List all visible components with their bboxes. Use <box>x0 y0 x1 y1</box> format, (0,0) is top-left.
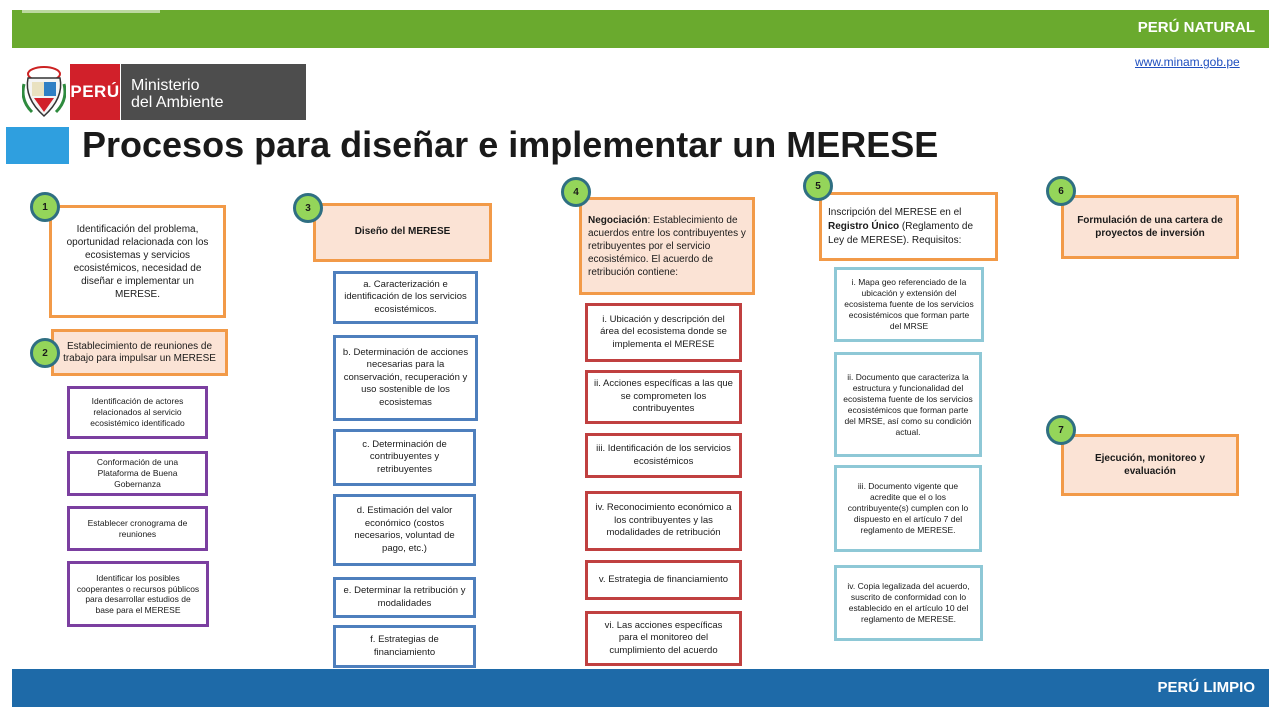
step7-box <box>1061 434 1239 496</box>
step5-sub-iii <box>834 465 982 552</box>
step5-sub-ii <box>834 352 982 457</box>
minam-url-link[interactable]: www.minam.gob.pe <box>1135 55 1240 69</box>
ministry-logo <box>22 63 312 121</box>
step1-number-badge: 1 <box>30 192 60 222</box>
step5-sub-iv-text: iv. Copia legalizada del acuerdo, suscrito de conformidad con lo establecido en el artículo 10 del reglamento de MERESE. <box>847 581 970 624</box>
step3-number-badge: 3 <box>293 193 323 223</box>
step5-text-wrap <box>828 206 989 248</box>
step3-sub-d <box>333 494 476 566</box>
step3-sub-a-text: a. Caracterización e identificación de los servicios ecosistémicos. <box>344 278 467 315</box>
step4-sub-i <box>585 303 742 362</box>
coat-of-arms-icon <box>22 64 66 120</box>
page-title: Procesos para diseñar e implementar un MERESE <box>82 124 939 165</box>
step4-sub-i-text: i. Ubicación y descripción del área del ecosistema donde se implementa el MERESE <box>600 313 727 350</box>
step3-sub-b <box>333 335 478 421</box>
step4-sub-ii <box>585 370 742 424</box>
step5-text-post: (Reglamento de Ley de MERESE). Requisitos: <box>828 220 974 246</box>
step3-sub-f <box>333 625 476 668</box>
step5-sub-ii-text: ii. Documento que caracteriza la estructura y funcionalidad del ecosistema fuente de los servicios ecosistémicos que forman parte del MRSE, así como su condición actual. <box>843 371 973 437</box>
step5-sub-i-text: i. Mapa geo referenciado de la ubicación y extensión del ecosistema fuente de los servicios ecosistémicos que forman parte del MRSE <box>844 277 974 331</box>
step2-sub-1-text: Identificación de actores relacionados al servicio ecosistémico identificado <box>90 396 185 428</box>
step5-sub-iv <box>834 565 983 641</box>
step2-sub-2-text: Conformación de una Plataforma de Buena Gobernanza <box>96 457 179 489</box>
step4-sub-iii-text: iii. Identificación de los servicios ecosistémicos <box>596 443 731 467</box>
step3-sub-e <box>333 577 476 618</box>
step5-box <box>819 192 998 261</box>
step3-box <box>313 203 492 262</box>
ministry-line-2: del Ambiente <box>131 94 224 111</box>
step6-number-badge: 6 <box>1046 176 1076 206</box>
step4-number-badge: 4 <box>561 177 591 207</box>
peru-natural-label: PERÚ NATURAL <box>1137 19 1255 36</box>
step4-text-wrap <box>588 214 746 279</box>
step4-sub-iii <box>585 433 742 478</box>
step4-sub-v-text: v. Estrategia de financiamiento <box>598 573 729 585</box>
step4-sub-v <box>585 560 742 600</box>
step2-sub-4 <box>67 561 209 627</box>
step1-box <box>49 205 226 318</box>
top-banner <box>12 10 1269 48</box>
step2-sub-4-text: Identificar los posibles cooperantes o recursos públicos para desarrollar estudios de base para el MERESE <box>76 573 200 615</box>
step3-sub-c-text: c. Determinación de contribuyentes y retribuyentes <box>362 438 447 475</box>
step4-box <box>579 197 755 295</box>
step4-text: : Establecimiento de acuerdos entre los contribuyentes y retribuyentes por el servicio ecosistémico. El acuerdo de retribución contiene: <box>588 214 746 278</box>
step4-sub-ii-text: ii. Acciones específicas a las que se comprometen los contribuyentes <box>594 378 733 415</box>
step4-bold-text: Negociación <box>588 214 648 226</box>
step3-sub-f-text: f. Estrategias de financiamiento <box>370 634 439 658</box>
step1-text: Identificación del problema, oportunidad relacionada con los ecosistemas y servicios ecosistémicos, necesidad de diseñar e implementar un MERESE. <box>66 223 209 300</box>
ministry-name-block <box>120 64 306 120</box>
step4-sub-vi-text: vi. Las acciones específicas para el monitoreo del cumplimiento del acuerdo <box>604 619 723 656</box>
step3-sub-d-text: d. Estimación del valor económico (costos necesarios, voluntad de pago, etc.) <box>354 505 455 554</box>
step5-number-badge: 5 <box>803 171 833 201</box>
step3-sub-b-text: b. Determinación de acciones necesarias para la conservación, recuperación y uso sostenible de los ecosistemas <box>342 346 469 408</box>
step2-sub-1 <box>67 386 208 439</box>
peru-limpio-label: PERÚ LIMPIO <box>1157 679 1255 696</box>
title-accent-square <box>6 127 69 164</box>
step5-sub-iii-text: iii. Documento vigente que acredite que el o los contribuyente(s) cumplen con lo dispuesto en el artículo 7 del reglamento de MERESE. <box>847 481 969 535</box>
step2-box <box>51 329 228 376</box>
peru-logo-block: PERÚ <box>70 64 120 120</box>
step3-text: Diseño del MERESE <box>354 226 451 238</box>
step6-text: Formulación de una cartera de proyectos de inversión <box>1077 215 1223 239</box>
step4-sub-vi <box>585 611 742 666</box>
step7-number-badge: 7 <box>1046 415 1076 445</box>
step6-box <box>1061 195 1239 259</box>
top-banner-tab <box>22 10 160 13</box>
step4-sub-iv-text: iv. Reconocimiento económico a los contribuyentes y las modalidades de retribución <box>595 502 732 539</box>
step2-sub-3-text: Establecer cronograma de reuniones <box>87 517 188 539</box>
bottom-banner <box>12 669 1269 707</box>
step3-sub-c <box>333 429 476 486</box>
step5-sub-i <box>834 267 984 342</box>
step3-sub-e-text: e. Determinar la retribución y modalidades <box>343 585 466 609</box>
step5-bold-text: Registro Único <box>828 220 900 232</box>
step2-text: Establecimiento de reuniones de trabajo para impulsar un MERESE <box>63 340 216 364</box>
step3-sub-a <box>333 271 478 324</box>
step2-number-badge: 2 <box>30 338 60 368</box>
step4-sub-iv <box>585 491 742 551</box>
step2-sub-3 <box>67 506 208 551</box>
step7-text: Ejecución, monitoreo y evaluación <box>1094 453 1206 477</box>
step2-sub-2 <box>67 451 208 496</box>
ministry-line-1: Ministerio <box>131 77 200 94</box>
step5-text-pre: Inscripción del MERESE en el <box>828 206 962 218</box>
